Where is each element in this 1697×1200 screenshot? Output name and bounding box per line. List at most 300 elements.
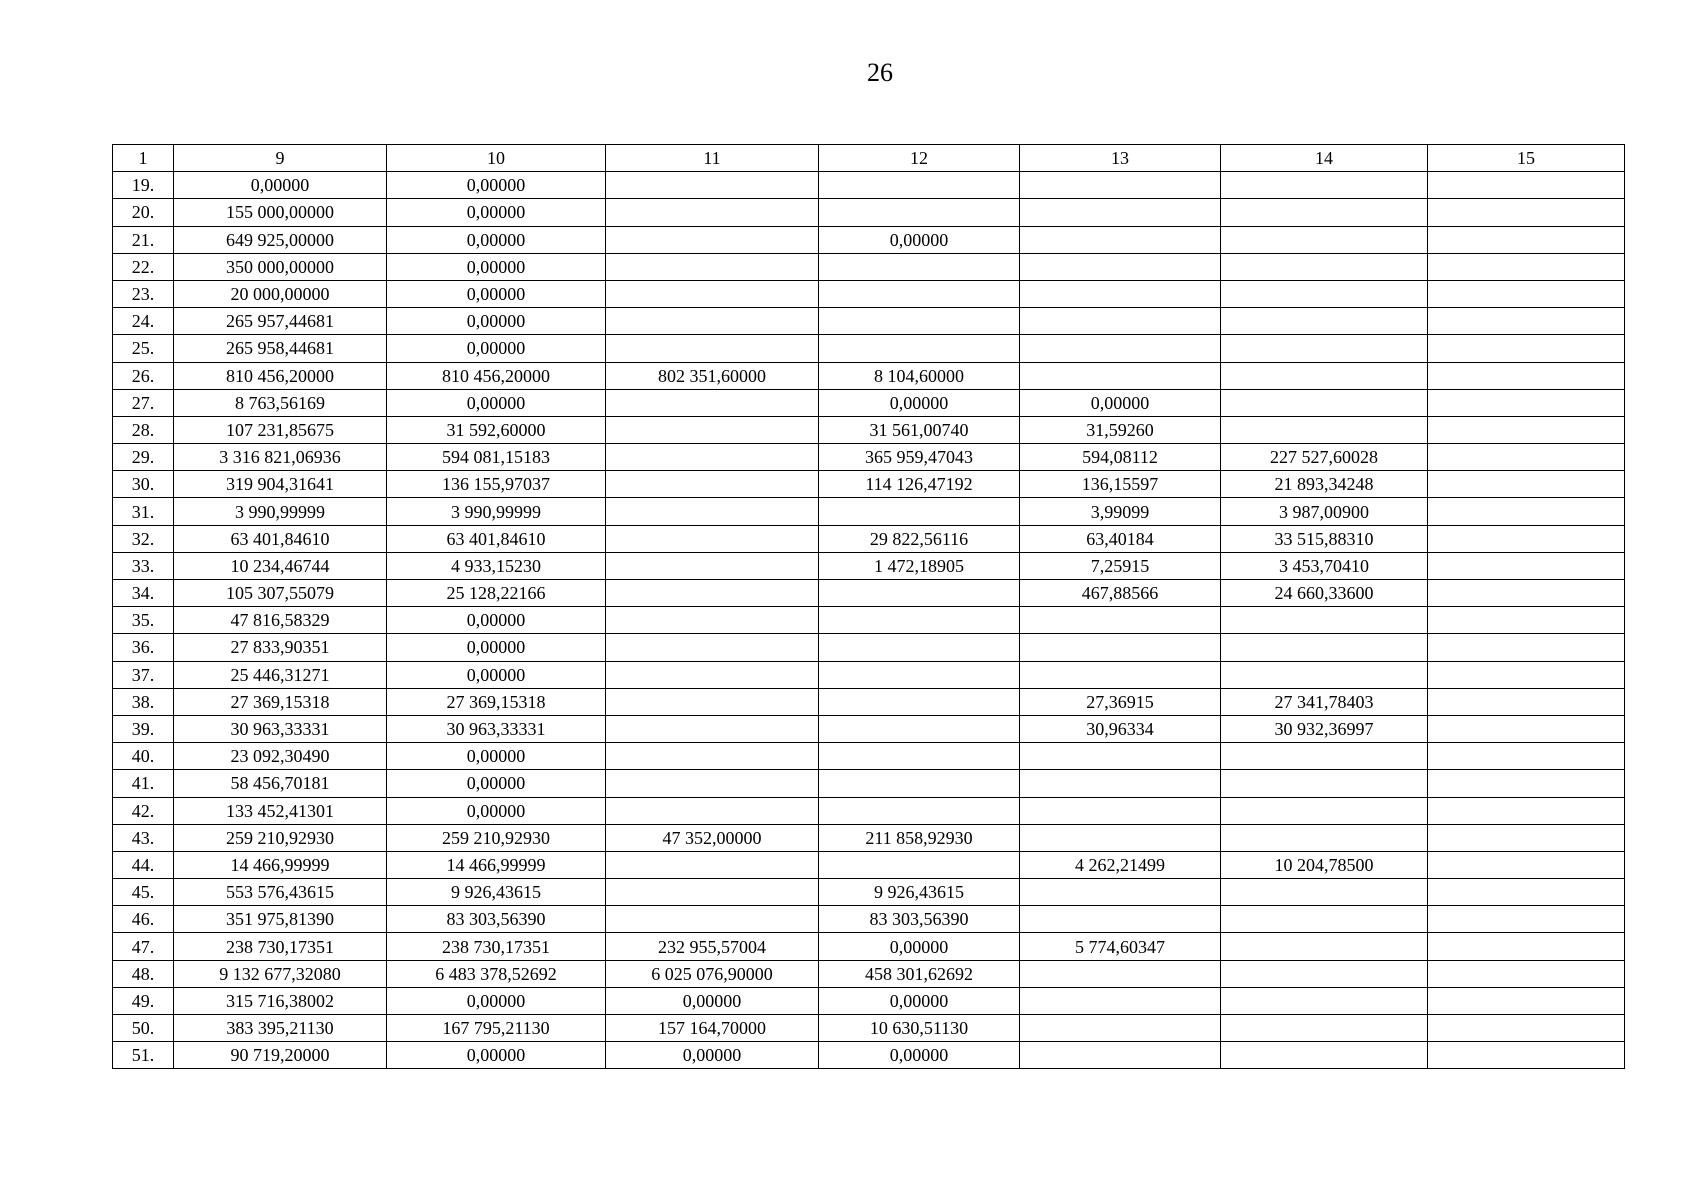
- cell-row-number: 46.: [113, 906, 174, 933]
- cell-row-number: 30.: [113, 471, 174, 498]
- cell-col-10: 4 933,15230: [387, 552, 606, 579]
- cell-col-12: [819, 743, 1020, 770]
- cell-col-11: [606, 226, 819, 253]
- cell-col-12: 0,00000: [819, 389, 1020, 416]
- cell-col-9: 315 716,38002: [174, 987, 387, 1014]
- cell-col-14: 30 932,36997: [1221, 715, 1428, 742]
- cell-col-13: 136,15597: [1020, 471, 1221, 498]
- cell-col-15: [1428, 634, 1625, 661]
- cell-col-9: 319 904,31641: [174, 471, 387, 498]
- header-cell-col-15: 15: [1428, 145, 1625, 172]
- cell-row-number: 49.: [113, 987, 174, 1014]
- cell-col-14: [1221, 960, 1428, 987]
- cell-col-9: 383 395,21130: [174, 1015, 387, 1042]
- cell-col-15: [1428, 1015, 1625, 1042]
- cell-row-number: 19.: [113, 172, 174, 199]
- cell-col-9: 27 369,15318: [174, 688, 387, 715]
- cell-col-11: [606, 688, 819, 715]
- cell-col-9: 9 132 677,32080: [174, 960, 387, 987]
- cell-row-number: 29.: [113, 444, 174, 471]
- table-row: [113, 308, 1625, 335]
- cell-row-number: 27.: [113, 389, 174, 416]
- cell-col-11: [606, 879, 819, 906]
- cell-col-13: [1020, 987, 1221, 1014]
- table-row: [113, 416, 1625, 443]
- cell-col-11: [606, 416, 819, 443]
- cell-col-13: 3,99099: [1020, 498, 1221, 525]
- cell-col-11: [606, 906, 819, 933]
- cell-col-15: [1428, 525, 1625, 552]
- cell-col-10: 0,00000: [387, 172, 606, 199]
- cell-row-number: 26.: [113, 362, 174, 389]
- cell-col-15: [1428, 280, 1625, 307]
- cell-col-11: [606, 308, 819, 335]
- cell-col-12: [819, 851, 1020, 878]
- cell-col-13: [1020, 879, 1221, 906]
- cell-col-12: [819, 335, 1020, 362]
- cell-col-10: 83 303,56390: [387, 906, 606, 933]
- cell-col-12: 211 858,92930: [819, 824, 1020, 851]
- cell-col-14: [1221, 1042, 1428, 1069]
- cell-col-11: [606, 199, 819, 226]
- cell-col-9: 265 958,44681: [174, 335, 387, 362]
- cell-col-12: [819, 715, 1020, 742]
- cell-row-number: 37.: [113, 661, 174, 688]
- cell-col-15: [1428, 688, 1625, 715]
- cell-col-10: 0,00000: [387, 743, 606, 770]
- cell-col-15: [1428, 253, 1625, 280]
- cell-col-10: 0,00000: [387, 335, 606, 362]
- cell-col-15: [1428, 416, 1625, 443]
- cell-col-14: 3 453,70410: [1221, 552, 1428, 579]
- cell-col-12: 29 822,56116: [819, 525, 1020, 552]
- cell-col-13: 7,25915: [1020, 552, 1221, 579]
- cell-col-13: [1020, 797, 1221, 824]
- cell-col-14: [1221, 797, 1428, 824]
- cell-col-12: [819, 607, 1020, 634]
- cell-col-10: 0,00000: [387, 770, 606, 797]
- cell-col-15: [1428, 960, 1625, 987]
- cell-col-10: 0,00000: [387, 199, 606, 226]
- cell-col-9: 90 719,20000: [174, 1042, 387, 1069]
- cell-col-13: 0,00000: [1020, 389, 1221, 416]
- cell-col-10: 27 369,15318: [387, 688, 606, 715]
- cell-col-11: [606, 580, 819, 607]
- cell-col-12: 0,00000: [819, 933, 1020, 960]
- cell-col-11: [606, 444, 819, 471]
- cell-col-10: 0,00000: [387, 1042, 606, 1069]
- cell-col-9: 259 210,92930: [174, 824, 387, 851]
- cell-col-14: [1221, 770, 1428, 797]
- cell-col-12: [819, 280, 1020, 307]
- cell-col-12: [819, 172, 1020, 199]
- cell-col-11: [606, 498, 819, 525]
- cell-col-15: [1428, 335, 1625, 362]
- cell-col-13: [1020, 335, 1221, 362]
- cell-col-9: 238 730,17351: [174, 933, 387, 960]
- cell-row-number: 21.: [113, 226, 174, 253]
- cell-col-14: [1221, 987, 1428, 1014]
- cell-col-15: [1428, 226, 1625, 253]
- cell-col-11: [606, 743, 819, 770]
- cell-col-11: [606, 770, 819, 797]
- cell-row-number: 31.: [113, 498, 174, 525]
- table-row: [113, 444, 1625, 471]
- cell-col-15: [1428, 851, 1625, 878]
- cell-col-11: 232 955,57004: [606, 933, 819, 960]
- table-row: [113, 688, 1625, 715]
- cell-col-12: 0,00000: [819, 987, 1020, 1014]
- table-row: [113, 199, 1625, 226]
- cell-col-10: 0,00000: [387, 634, 606, 661]
- cell-col-9: 3 990,99999: [174, 498, 387, 525]
- cell-col-14: [1221, 634, 1428, 661]
- table-row: [113, 362, 1625, 389]
- cell-col-14: [1221, 253, 1428, 280]
- cell-col-10: 0,00000: [387, 607, 606, 634]
- cell-col-13: 5 774,60347: [1020, 933, 1221, 960]
- cell-col-14: 3 987,00900: [1221, 498, 1428, 525]
- cell-col-11: 6 025 076,90000: [606, 960, 819, 987]
- cell-col-11: [606, 607, 819, 634]
- cell-row-number: 40.: [113, 743, 174, 770]
- cell-col-11: [606, 661, 819, 688]
- cell-col-14: 27 341,78403: [1221, 688, 1428, 715]
- cell-col-14: 10 204,78500: [1221, 851, 1428, 878]
- cell-col-14: [1221, 172, 1428, 199]
- cell-col-13: [1020, 199, 1221, 226]
- table-row: [113, 172, 1625, 199]
- cell-col-12: 31 561,00740: [819, 416, 1020, 443]
- cell-col-12: [819, 580, 1020, 607]
- cell-row-number: 23.: [113, 280, 174, 307]
- cell-col-12: [819, 199, 1020, 226]
- table-row: [113, 851, 1625, 878]
- cell-row-number: 32.: [113, 525, 174, 552]
- cell-col-9: 553 576,43615: [174, 879, 387, 906]
- table-row: [113, 253, 1625, 280]
- cell-col-13: [1020, 960, 1221, 987]
- cell-col-10: 0,00000: [387, 987, 606, 1014]
- cell-col-9: 47 816,58329: [174, 607, 387, 634]
- cell-col-10: 0,00000: [387, 661, 606, 688]
- cell-col-9: 63 401,84610: [174, 525, 387, 552]
- cell-col-12: 114 126,47192: [819, 471, 1020, 498]
- table-row: [113, 906, 1625, 933]
- cell-row-number: 22.: [113, 253, 174, 280]
- cell-row-number: 44.: [113, 851, 174, 878]
- cell-row-number: 38.: [113, 688, 174, 715]
- table-row: [113, 661, 1625, 688]
- cell-col-9: 27 833,90351: [174, 634, 387, 661]
- cell-col-13: [1020, 308, 1221, 335]
- cell-col-10: 6 483 378,52692: [387, 960, 606, 987]
- cell-col-12: 8 104,60000: [819, 362, 1020, 389]
- cell-col-15: [1428, 389, 1625, 416]
- cell-col-9: 23 092,30490: [174, 743, 387, 770]
- table-row: [113, 770, 1625, 797]
- cell-col-14: [1221, 389, 1428, 416]
- cell-col-13: [1020, 1015, 1221, 1042]
- cell-col-14: [1221, 362, 1428, 389]
- cell-col-12: 9 926,43615: [819, 879, 1020, 906]
- table-row: [113, 1015, 1625, 1042]
- cell-col-10: 259 210,92930: [387, 824, 606, 851]
- cell-col-11: [606, 525, 819, 552]
- header-cell-row-number: 1: [113, 145, 174, 172]
- cell-col-13: [1020, 607, 1221, 634]
- cell-col-9: 351 975,81390: [174, 906, 387, 933]
- cell-col-10: 594 081,15183: [387, 444, 606, 471]
- cell-col-13: 30,96334: [1020, 715, 1221, 742]
- header-cell-col-13: 13: [1020, 145, 1221, 172]
- cell-col-14: [1221, 661, 1428, 688]
- cell-col-15: [1428, 661, 1625, 688]
- table-row: [113, 607, 1625, 634]
- cell-col-14: [1221, 743, 1428, 770]
- cell-row-number: 34.: [113, 580, 174, 607]
- cell-col-13: [1020, 172, 1221, 199]
- cell-row-number: 35.: [113, 607, 174, 634]
- cell-col-13: [1020, 253, 1221, 280]
- table-row: [113, 960, 1625, 987]
- cell-col-10: 63 401,84610: [387, 525, 606, 552]
- cell-col-15: [1428, 580, 1625, 607]
- cell-col-10: 0,00000: [387, 253, 606, 280]
- cell-col-12: 1 472,18905: [819, 552, 1020, 579]
- cell-col-12: 458 301,62692: [819, 960, 1020, 987]
- cell-col-14: [1221, 879, 1428, 906]
- cell-col-11: [606, 552, 819, 579]
- cell-col-11: [606, 335, 819, 362]
- header-cell-col-12: 12: [819, 145, 1020, 172]
- cell-col-9: 350 000,00000: [174, 253, 387, 280]
- cell-col-11: [606, 253, 819, 280]
- table-row: [113, 580, 1625, 607]
- cell-col-15: [1428, 444, 1625, 471]
- cell-col-11: [606, 172, 819, 199]
- cell-col-12: [819, 661, 1020, 688]
- cell-col-11: [606, 389, 819, 416]
- cell-col-11: 0,00000: [606, 987, 819, 1014]
- cell-col-12: [819, 253, 1020, 280]
- cell-col-11: [606, 715, 819, 742]
- cell-col-11: [606, 851, 819, 878]
- cell-col-15: [1428, 199, 1625, 226]
- cell-col-13: 27,36915: [1020, 688, 1221, 715]
- cell-col-14: [1221, 933, 1428, 960]
- cell-col-9: 30 963,33331: [174, 715, 387, 742]
- cell-col-14: 24 660,33600: [1221, 580, 1428, 607]
- cell-col-10: 238 730,17351: [387, 933, 606, 960]
- cell-row-number: 24.: [113, 308, 174, 335]
- cell-col-10: 0,00000: [387, 797, 606, 824]
- cell-col-15: [1428, 933, 1625, 960]
- table-row: [113, 987, 1625, 1014]
- table-row: [113, 226, 1625, 253]
- cell-col-9: 649 925,00000: [174, 226, 387, 253]
- cell-col-15: [1428, 308, 1625, 335]
- cell-col-9: 105 307,55079: [174, 580, 387, 607]
- header-cell-col-11: 11: [606, 145, 819, 172]
- cell-col-15: [1428, 471, 1625, 498]
- cell-col-14: [1221, 906, 1428, 933]
- cell-col-15: [1428, 1042, 1625, 1069]
- cell-col-10: 136 155,97037: [387, 471, 606, 498]
- cell-col-10: 14 466,99999: [387, 851, 606, 878]
- cell-col-11: 0,00000: [606, 1042, 819, 1069]
- cell-col-15: [1428, 607, 1625, 634]
- cell-row-number: 50.: [113, 1015, 174, 1042]
- cell-row-number: 41.: [113, 770, 174, 797]
- cell-col-10: 25 128,22166: [387, 580, 606, 607]
- cell-col-9: 810 456,20000: [174, 362, 387, 389]
- cell-row-number: 28.: [113, 416, 174, 443]
- cell-col-13: [1020, 226, 1221, 253]
- cell-col-15: [1428, 498, 1625, 525]
- cell-row-number: 25.: [113, 335, 174, 362]
- header-cell-col-9: 9: [174, 145, 387, 172]
- cell-row-number: 51.: [113, 1042, 174, 1069]
- header-cell-col-14: 14: [1221, 145, 1428, 172]
- cell-col-9: 8 763,56169: [174, 389, 387, 416]
- table-body: [113, 145, 1625, 1069]
- cell-col-9: 155 000,00000: [174, 199, 387, 226]
- cell-col-14: [1221, 335, 1428, 362]
- table-header-row: [113, 145, 1625, 172]
- cell-col-13: [1020, 743, 1221, 770]
- cell-col-14: [1221, 416, 1428, 443]
- table-row: [113, 933, 1625, 960]
- cell-col-13: [1020, 661, 1221, 688]
- cell-col-15: [1428, 362, 1625, 389]
- cell-col-15: [1428, 879, 1625, 906]
- cell-col-12: 0,00000: [819, 1042, 1020, 1069]
- table-row: [113, 280, 1625, 307]
- cell-col-13: [1020, 824, 1221, 851]
- cell-col-14: [1221, 280, 1428, 307]
- cell-col-11: [606, 280, 819, 307]
- page-number: 26: [867, 58, 893, 87]
- data-table: [112, 144, 1625, 1069]
- cell-col-9: 107 231,85675: [174, 416, 387, 443]
- table-row: [113, 1042, 1625, 1069]
- cell-col-15: [1428, 987, 1625, 1014]
- cell-col-10: 167 795,21130: [387, 1015, 606, 1042]
- cell-col-15: [1428, 797, 1625, 824]
- cell-col-13: [1020, 906, 1221, 933]
- cell-col-9: 265 957,44681: [174, 308, 387, 335]
- cell-col-13: 594,08112: [1020, 444, 1221, 471]
- cell-col-10: 0,00000: [387, 226, 606, 253]
- cell-col-13: 63,40184: [1020, 525, 1221, 552]
- cell-col-10: 0,00000: [387, 389, 606, 416]
- cell-row-number: 45.: [113, 879, 174, 906]
- cell-col-14: [1221, 824, 1428, 851]
- cell-col-15: [1428, 770, 1625, 797]
- table-row: [113, 471, 1625, 498]
- table-row: [113, 525, 1625, 552]
- cell-col-12: [819, 634, 1020, 661]
- cell-col-9: 14 466,99999: [174, 851, 387, 878]
- cell-col-9: 0,00000: [174, 172, 387, 199]
- cell-col-12: [819, 770, 1020, 797]
- cell-col-14: [1221, 308, 1428, 335]
- cell-col-15: [1428, 715, 1625, 742]
- cell-col-9: 3 316 821,06936: [174, 444, 387, 471]
- cell-col-14: 227 527,60028: [1221, 444, 1428, 471]
- cell-col-9: 10 234,46744: [174, 552, 387, 579]
- cell-col-9: 25 446,31271: [174, 661, 387, 688]
- table-row: [113, 634, 1625, 661]
- cell-col-10: 810 456,20000: [387, 362, 606, 389]
- cell-row-number: 39.: [113, 715, 174, 742]
- cell-col-11: [606, 634, 819, 661]
- cell-col-15: [1428, 172, 1625, 199]
- cell-col-9: 20 000,00000: [174, 280, 387, 307]
- cell-col-14: 33 515,88310: [1221, 525, 1428, 552]
- cell-col-12: [819, 797, 1020, 824]
- cell-col-13: [1020, 770, 1221, 797]
- cell-col-12: [819, 688, 1020, 715]
- cell-col-14: [1221, 199, 1428, 226]
- cell-col-10: 31 592,60000: [387, 416, 606, 443]
- cell-col-14: 21 893,34248: [1221, 471, 1428, 498]
- cell-row-number: 47.: [113, 933, 174, 960]
- cell-col-13: 31,59260: [1020, 416, 1221, 443]
- cell-col-15: [1428, 552, 1625, 579]
- table-row: [113, 824, 1625, 851]
- table-row: [113, 389, 1625, 416]
- cell-col-15: [1428, 906, 1625, 933]
- table-row: [113, 335, 1625, 362]
- cell-col-12: 10 630,51130: [819, 1015, 1020, 1042]
- header-cell-col-10: 10: [387, 145, 606, 172]
- cell-row-number: 36.: [113, 634, 174, 661]
- cell-row-number: 20.: [113, 199, 174, 226]
- table-row: [113, 797, 1625, 824]
- cell-col-12: 83 303,56390: [819, 906, 1020, 933]
- cell-col-15: [1428, 824, 1625, 851]
- table-row: [113, 715, 1625, 742]
- cell-col-11: [606, 471, 819, 498]
- cell-row-number: 48.: [113, 960, 174, 987]
- cell-col-15: [1428, 743, 1625, 770]
- cell-col-12: 365 959,47043: [819, 444, 1020, 471]
- cell-col-13: [1020, 1042, 1221, 1069]
- cell-col-14: [1221, 1015, 1428, 1042]
- cell-col-13: [1020, 280, 1221, 307]
- table-row: [113, 552, 1625, 579]
- cell-col-11: 47 352,00000: [606, 824, 819, 851]
- cell-col-13: [1020, 634, 1221, 661]
- cell-row-number: 43.: [113, 824, 174, 851]
- cell-col-11: 157 164,70000: [606, 1015, 819, 1042]
- table-row: [113, 498, 1625, 525]
- cell-col-10: 3 990,99999: [387, 498, 606, 525]
- cell-col-10: 0,00000: [387, 308, 606, 335]
- cell-col-13: [1020, 362, 1221, 389]
- cell-col-12: [819, 308, 1020, 335]
- cell-col-10: 30 963,33331: [387, 715, 606, 742]
- table-row: [113, 879, 1625, 906]
- cell-col-9: 58 456,70181: [174, 770, 387, 797]
- cell-col-9: 133 452,41301: [174, 797, 387, 824]
- table-row: [113, 743, 1625, 770]
- cell-col-14: [1221, 607, 1428, 634]
- cell-col-12: 0,00000: [819, 226, 1020, 253]
- cell-col-13: 467,88566: [1020, 580, 1221, 607]
